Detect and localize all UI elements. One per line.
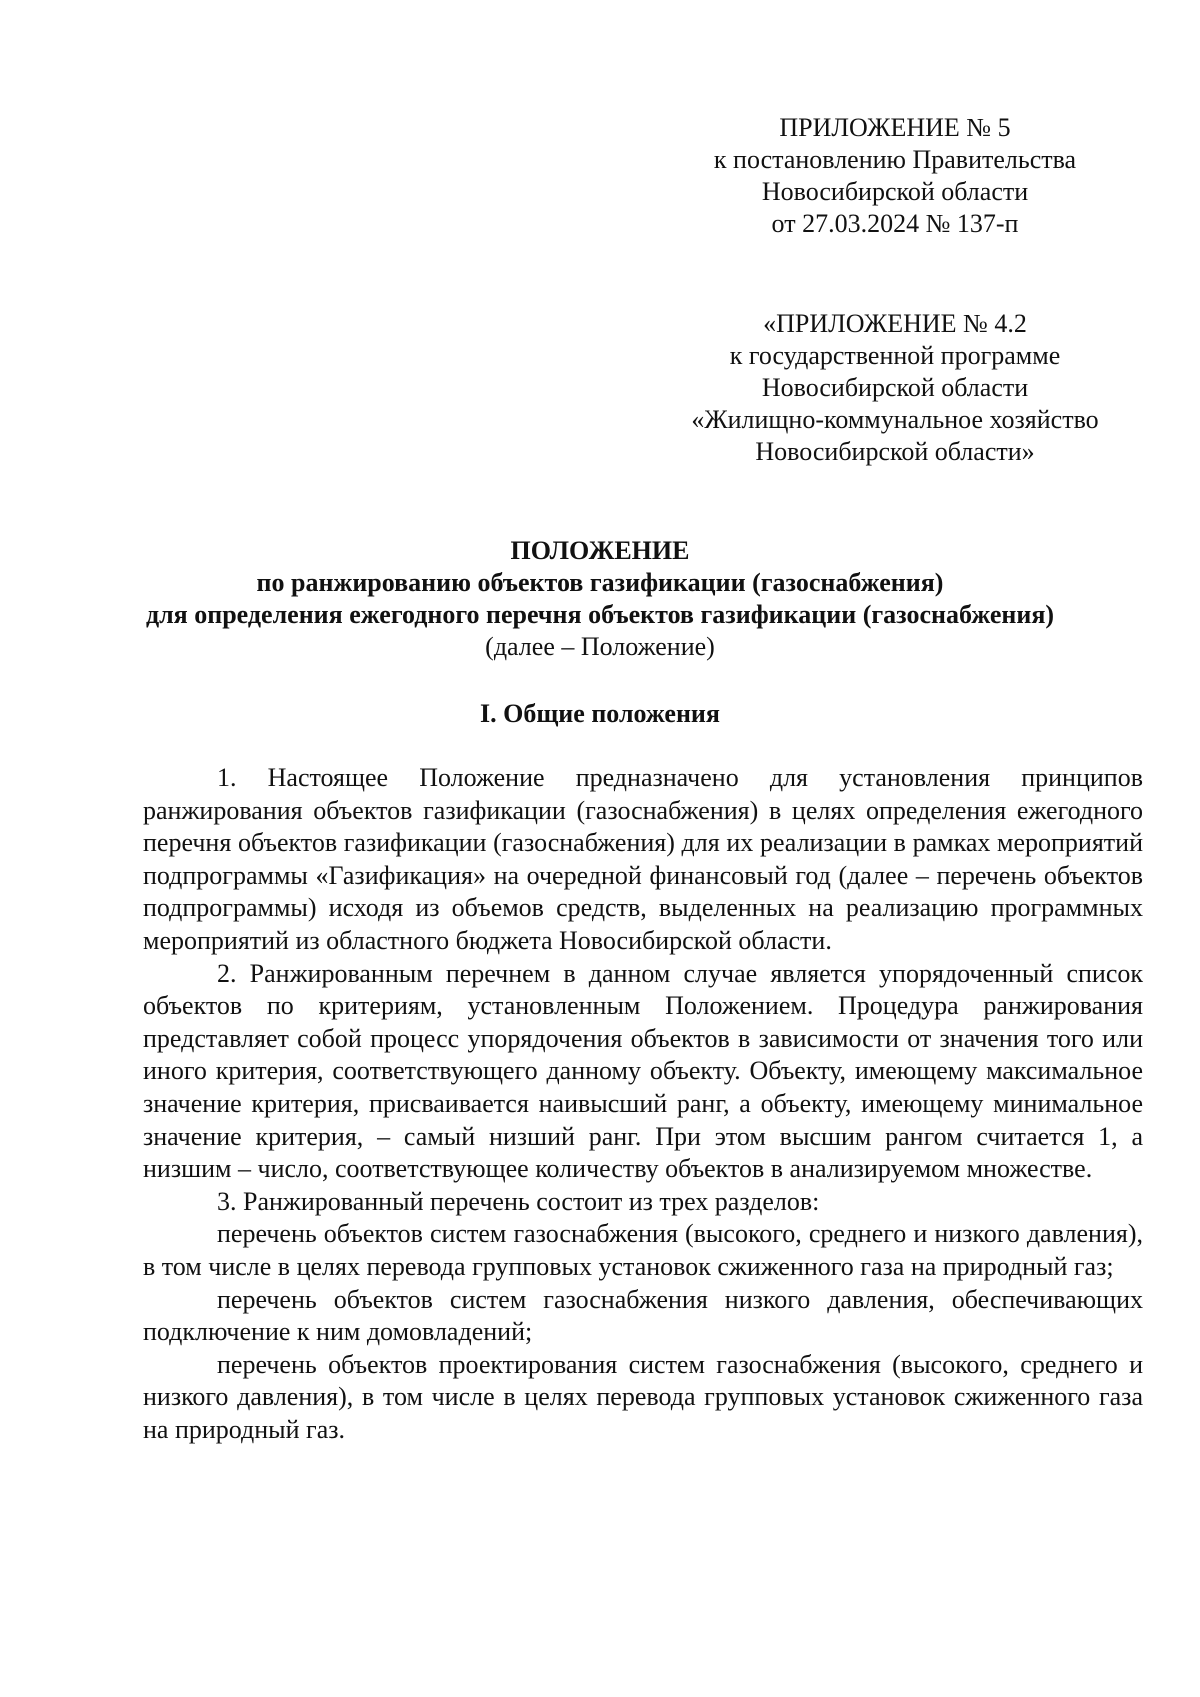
paragraph: 3. Ранжированный перечень состоит из трех разделов: — [217, 1186, 820, 1216]
appendix-4-2-line: к государственной программе — [729, 341, 1061, 370]
paragraph: перечень объектов систем газоснабжения низкого давления, обеспечивающих подключение к ним домовладений; — [143, 1284, 1143, 1347]
section-heading: I. Общие положения — [480, 699, 720, 728]
title-subtitle-line: по ранжированию объектов газификации (газоснабжения) — [256, 568, 944, 597]
appendix-4-2-line: «ПРИЛОЖЕНИЕ № 4.2 — [763, 309, 1027, 338]
paragraph: 1. Настоящее Положение предназначено для установления принципов ранжирования объектов газификации (газоснабжения) в целях определения ежегодного перечня объектов газификации (газоснабжения) для их реализации в рамках мероприятий подпрограммы «Газификация» на очередной финансовый год (далее – перечень объектов подпрограммы) исходя из объемов средств, выделенных на реализацию программных мероприятий из областного бюджета Новосибирской области. — [143, 763, 1143, 955]
appendix-4-2-line: «Жилищно-коммунальное хозяйство — [691, 405, 1099, 434]
appendix-5-line: Новосибирской области — [761, 177, 1029, 206]
paragraph: 2. Ранжированным перечнем в данном случае является упорядоченный список объектов по критериям, установленным Положением. Процедура ранжирования представляет собой процесс упорядочения объектов в зависимости от значения того или иного критерия, соответствующего данному объекту. Объекту, имеющему максимальное значение критерия, присваивается наивысший ранг, а объекту, имеющему минимальное значение критерия, – самый низший ранг. При этом высшим рангом считается 1, а низшим – число, соответствующее количеству объектов в анализируемом множестве. — [143, 958, 1143, 1184]
paragraph: перечень объектов проектирования систем газоснабжения (высокого, среднего и низкого давления), в том числе в целях перевода групповых установок сжиженного газа на природный газ. — [143, 1349, 1143, 1444]
title-note: (далее – Положение) — [485, 632, 715, 661]
document-title — [130, 535, 1070, 663]
appendix-4-2-line: Новосибирской области — [761, 373, 1029, 402]
title-subtitle-line: для определения ежегодного перечня объектов газификации (газоснабжения) — [145, 600, 1055, 629]
paragraph: перечень объектов систем газоснабжения (высокого, среднего и низкого давления), в том числе в целях перевода групповых установок сжиженного газа на природный газ; — [143, 1219, 1143, 1281]
appendix-4-2-line: Новосибирской области» — [755, 437, 1035, 466]
appendix-5-line: к постановлению Правительства — [713, 145, 1077, 174]
appendix-4-2-header — [660, 308, 1130, 468]
appendix-5-date-line: от 27.03.2024 № 137-п — [771, 209, 1019, 238]
appendix-5-header — [685, 112, 1105, 240]
title-main: ПОЛОЖЕНИЕ — [510, 536, 690, 565]
appendix-5-line: ПРИЛОЖЕНИЕ № 5 — [779, 113, 1011, 142]
document-body — [143, 762, 1143, 1446]
